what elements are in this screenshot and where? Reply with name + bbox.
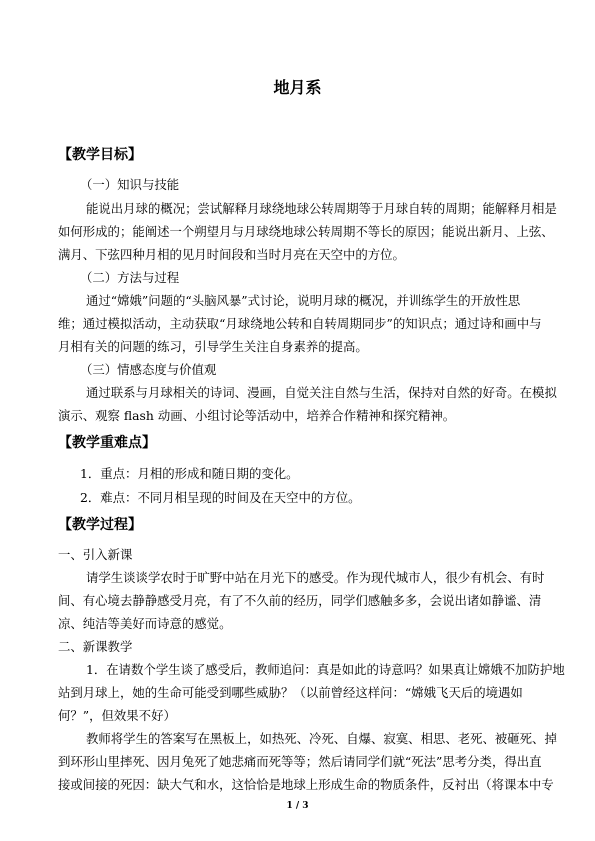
paragraph-line: 何？”，但效果不好） xyxy=(58,708,176,723)
paragraph-line: 间、有心境去静静感受月亮，有了不久前的经历，同学们感触多多，会说出诸如静谧、清 xyxy=(58,593,542,608)
paragraph-line: 满月、下弦四种月相的见月时间段和当时月亮在天空中的方位。 xyxy=(58,247,405,262)
paragraph-line: 接或间接的死因：缺大气和水，这恰恰是地球上形成生命的物质条件，反衬出（将课本中专 xyxy=(58,777,554,792)
page-number: 1 / 3 xyxy=(286,801,309,811)
paragraph-line: 演示、观察 flash 动画、小组讨论等活动中，培养合作精神和探究精神。 xyxy=(58,408,456,423)
paragraph-line: 月相有关的问题的练习，引导学生关注自身素养的提高。 xyxy=(58,339,368,354)
key-point-item: 2．难点：不同月相呈现的时间及在天空中的方位。 xyxy=(80,490,361,505)
paragraph-line: 到环形山里摔死、因月兔死了她悲痛而死等等；然后请同学们就“死法”思考分类，得出直 xyxy=(58,754,542,769)
paragraph-line: 站到月球上，她的生命可能受到哪些威胁？（以前曾经这样问：“嫦娥飞天后的境遇如 xyxy=(58,685,523,700)
paragraph-line: 通过联系与月球相关的诗词、漫画，自觉关注自然与生活，保持对自然的好奇。在模拟 xyxy=(86,385,557,400)
paragraph-line: 请学生谈谈学农时于旷野中站在月光下的感受。作为现代城市人，很少有机会、有时 xyxy=(86,570,545,585)
paragraph-line: 1．在请数个学生谈了感受后，教师追问：真是如此的诗意吗？如果真让嫦娥不加防护地 xyxy=(86,662,565,677)
subheading-knowledge: （一）知识与技能 xyxy=(80,177,180,192)
paragraph-line: 如何形成的；能阐述一个朔望月与月球绕地球公转周期不等长的原因；能说出新月、上弦、 xyxy=(58,224,554,239)
heading-key-points: 【教学重难点】 xyxy=(58,435,156,451)
paragraph-line: 教师将学生的答案写在黑板上，如热死、冷死、自爆、寂寞、相思、老死、被砸死、掉 xyxy=(86,731,557,746)
heading-objectives: 【教学目标】 xyxy=(58,147,142,163)
document-title: 地月系 xyxy=(273,78,322,97)
paragraph-line: 通过“嫦娥”问题的“头脑风暴”式讨论，说明月球的概况，并训练学生的开放性思 xyxy=(86,293,521,308)
heading-process: 【教学过程】 xyxy=(58,517,142,533)
part-label-intro: 一、引入新课 xyxy=(58,547,133,562)
subheading-method: （二）方法与过程 xyxy=(80,270,180,285)
paragraph-line: 能说出月球的概况；尝试解释月球绕地球公转周期等于月球自转的周期；能解释月相是 xyxy=(86,201,557,216)
part-label-new-lesson: 二、新课教学 xyxy=(58,639,133,654)
paragraph-line: 凉、纯洁等美好而诗意的感觉。 xyxy=(58,616,232,631)
paragraph-line: 维；通过模拟活动，主动获取“月球绕地公转和自转周期同步”的知识点；通过诗和画中与 xyxy=(58,316,542,331)
subheading-attitude: （三）情感态度与价值观 xyxy=(80,362,217,377)
key-point-item: 1．重点：月相的形成和随日期的变化。 xyxy=(80,466,299,481)
